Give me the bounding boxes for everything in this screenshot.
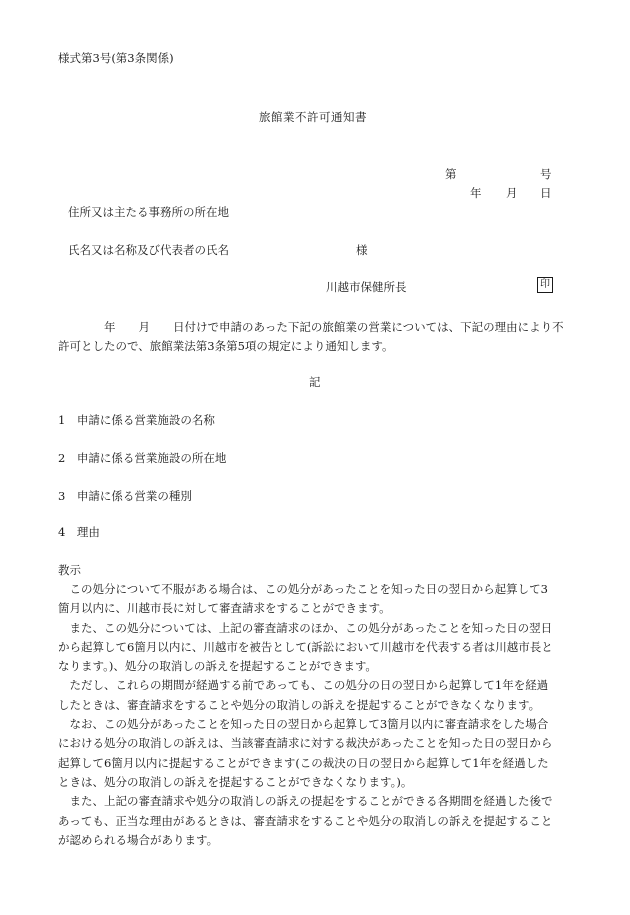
item-type: 3 申請に係る営業の種別 [58, 489, 192, 503]
kyouji-line: なお、この処分があったことを知った日の翌日から起算して3箇月以内に審査請求をした場合 [58, 717, 549, 732]
name-label: 氏名又は名称及び代表者の氏名 [68, 243, 229, 257]
document-title: 旅館業不許可通知書 [259, 110, 367, 124]
kyouji-body [58, 580, 578, 850]
kyouji-line: また、上記の審査請求や処分の取消しの訴えの提起をすることができる各期間を経過した後で [58, 794, 553, 809]
seal-mark: 印 [537, 277, 553, 293]
kyouji-line: あっても、正当な理由があるときは、審査請求をすることや処分の取消しの訴えを提起すること [58, 813, 553, 828]
item-address: 2 申請に係る営業施設の所在地 [58, 451, 227, 465]
notice-body [58, 318, 578, 356]
kyouji-line: における処分の取消しの訴えは、当該審査請求に対する裁決があったことを知った日の翌日から [58, 736, 553, 751]
kyouji-line: この処分について不服がある場合は、この処分があったことを知った日の翌日から起算して3 [58, 582, 548, 596]
honorific: 様 [356, 243, 368, 257]
kyouji-line: したときは、審査請求をすることや処分の取消しの訴えを提起することができなくなります。 [58, 697, 541, 712]
date-day: 日 [540, 186, 552, 200]
doc-number-suffix: 号 [540, 167, 552, 181]
kyouji-line: なります。)、処分の取消しの訴えを提起することができます。 [58, 659, 377, 674]
item-reason: 4 理由 [58, 525, 100, 539]
kyouji-line: また、この処分については、上記の審査請求のほか、この処分があったことを知った日の翌日 [58, 620, 553, 635]
body-line: 年 月 日付けで申請のあった下記の旅館業の営業については、下記の理由により不 [58, 320, 564, 334]
date-year: 年 [470, 186, 482, 200]
body-line: 許可としたので、旅館業法第3条第5項の規定により通知します。 [58, 339, 394, 353]
issuer-name: 川越市保健所長 [326, 280, 407, 294]
kyouji-heading: 教示 [58, 563, 81, 577]
kyouji-line: ただし、これらの期間が経過する前であっても、この処分の日の翌日から起算して1年を経過 [58, 678, 549, 693]
kyouji-line: 箇月以内に、川越市長に対して審査請求をすることができます。 [58, 601, 391, 616]
kyouji-line: 起算して6箇月以内に提起することができます(この裁決の日の翌日から起算して1年を経過した [58, 755, 549, 770]
date-month: 月 [506, 186, 518, 200]
address-label: 住所又は主たる事務所の所在地 [68, 205, 229, 219]
form-label: 様式第3号(第3条関係) [58, 51, 174, 65]
kyouji-line: から起算して6箇月以内に、川越市を被告として(訴訟において川越市を代表する者は川越市長と [58, 639, 553, 654]
ki-heading: 記 [309, 375, 321, 389]
kyouji-line: ときは、処分の取消しの訴えを提起することができなくなります。)。 [58, 774, 413, 789]
kyouji-line: が認められる場合があります。 [58, 832, 219, 847]
item-name: 1 申請に係る営業施設の名称 [58, 413, 215, 427]
doc-number-prefix: 第 [445, 167, 457, 181]
